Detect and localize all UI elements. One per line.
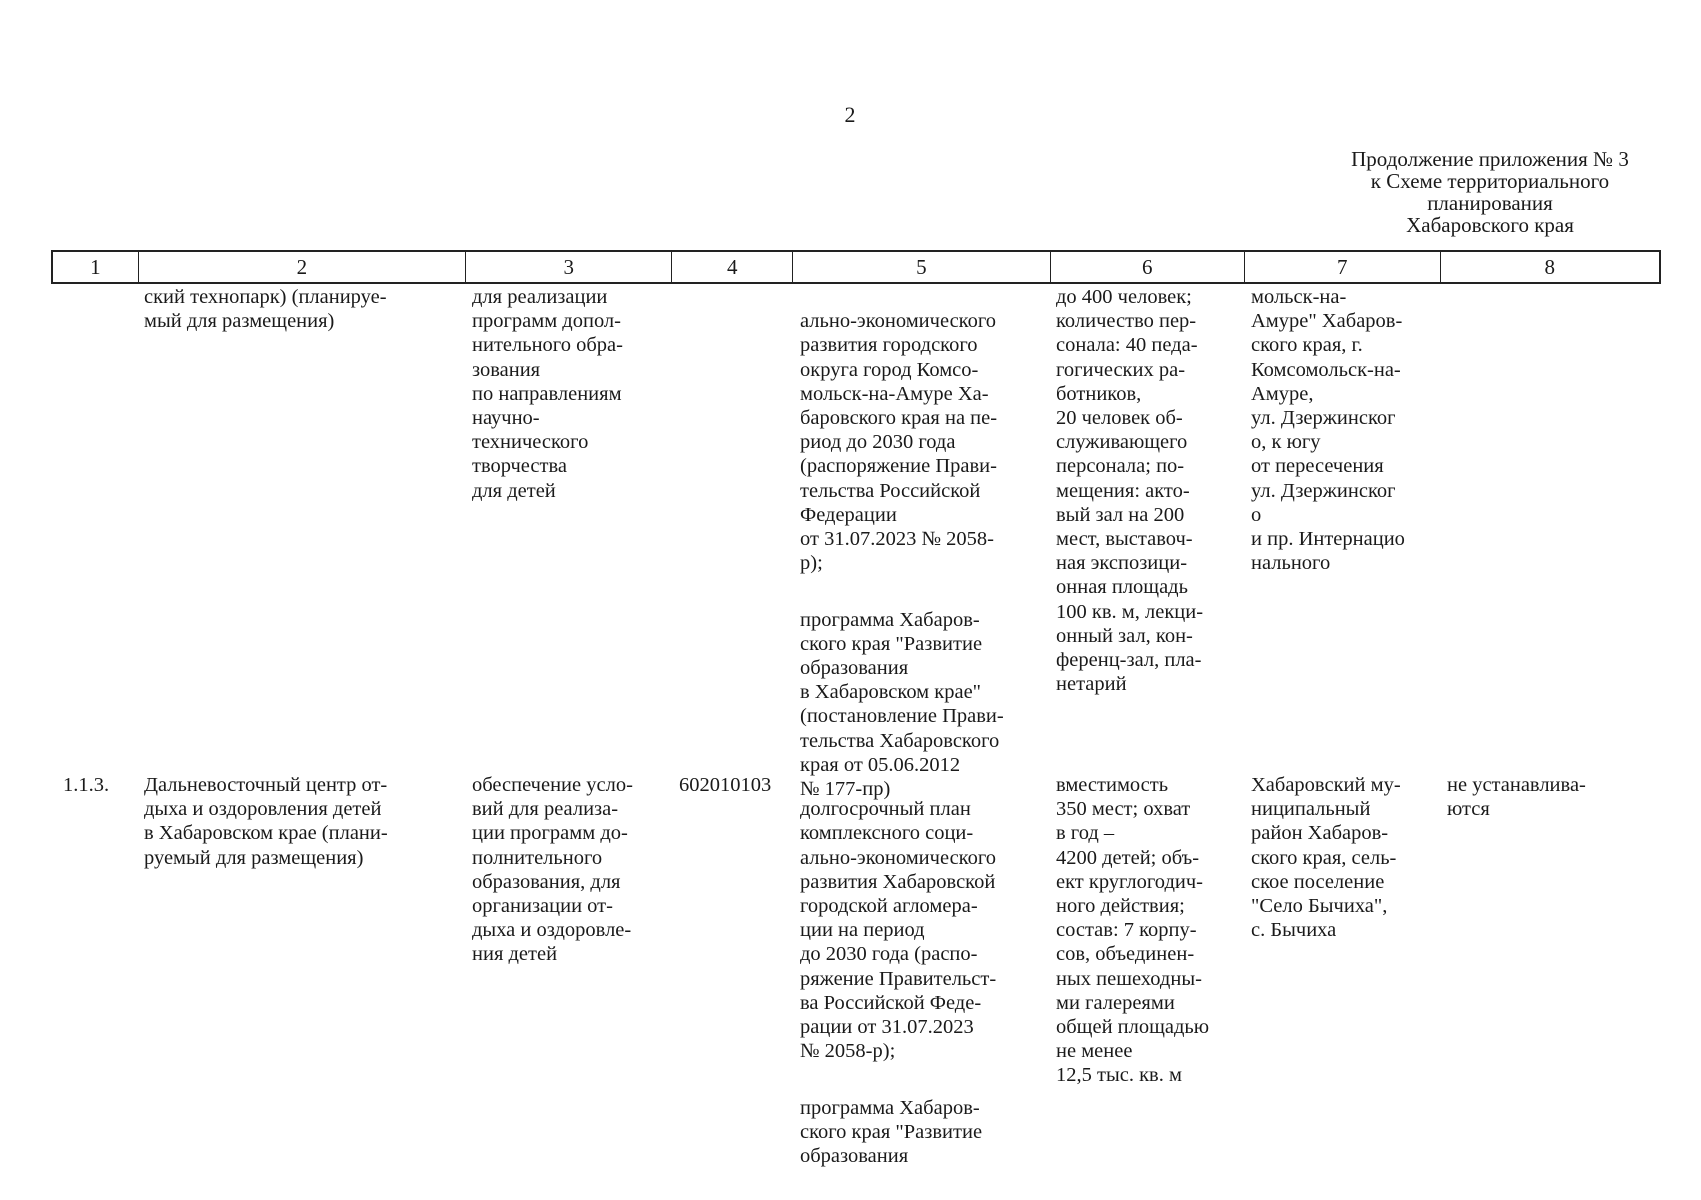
object-purpose: обеспечение усло- вий для реализа- ции программ до- полнительного образования, для организации от- дыха и оздоровле- ния детей [472, 774, 633, 966]
object-characteristics: до 400 человек; количество пер- сонала: 40 педа- гогических ра- ботников, 20 человек об- служивающего персонала; по- мещения: акто- вый зал на 200 мест, выставоч- ная экспозици- онная площадь 100 кв. м, лекци- онный зал, кон- ференц-зал, пла- нетарий [1056, 286, 1204, 696]
basis-documents [800, 285, 1050, 825]
table-row [51, 773, 1661, 1168]
object-purpose: для реализации программ допол- нительного обра- зования по направлениям научно- технического творчества для детей [472, 286, 623, 502]
object-name: ский технопарк) (планируе- мый для размещения) [144, 286, 387, 333]
column-number-3: 3 [466, 252, 672, 282]
appendix-heading-line: Продолжение приложения № 3 [1351, 147, 1629, 171]
object-characteristics: вместимость 350 мест; охват в год – 4200 детей; объ- ект круглогодич- ного действия; состав: 7 корпу- сов, объединен- ных пешеходны- ми галереями общей площадью не менее 12,5 тыс. кв. м [1056, 774, 1210, 1087]
column-number-header [51, 250, 1661, 284]
column-number-4: 4 [672, 252, 793, 282]
basis-paragraph: программа Хабаров- ского края "Развитие образования в Хабаровском крае" (постановление Прави- тельства Хабаровского края от 05.06.2012 № 177-пр) [800, 608, 1004, 801]
object-code: 602010103 [679, 774, 772, 796]
column-number-1: 1 [53, 252, 139, 282]
row-number: 1.1.3. [63, 774, 110, 796]
object-location: Хабаровский му- ниципальный район Хабаров- ского края, сель- ское поселение "Село Бычиха", с. Бычиха [1251, 774, 1401, 942]
restricted-zones: не устанавлива- ются [1447, 774, 1586, 821]
column-number-5: 5 [793, 252, 1050, 282]
basis-documents [800, 773, 1050, 1192]
page-number: 2 [844, 102, 856, 127]
basis-paragraph: ально-экономического развития городского округа город Комсо- мольск-на-Амуре Ха- баровского края на пе- риод до 2030 года (распоряжение Прави- тельства Российской Федерации от 31.07.2023 № 2058- р); [800, 310, 998, 575]
appendix-heading-line: к Схеме территориального [1370, 169, 1610, 193]
column-number-8: 8 [1544, 255, 1556, 279]
object-name: Дальневосточный центр от- дыха и оздоровления детей в Хабаровском крае (плани- руемый для размещения) [144, 774, 388, 869]
column-number-6: 6 [1051, 252, 1246, 282]
appendix-heading-line: Хабаровского края [1406, 213, 1574, 237]
appendix-heading [1300, 148, 1680, 236]
appendix-heading-line: планирования [1427, 191, 1553, 215]
basis-paragraph: программа Хабаров- ского края "Развитие образования [800, 1096, 983, 1168]
basis-paragraph: долгосрочный план комплексного соци- ально-экономического развития Хабаровской городской агломера- ции на период до 2030 года (распо- ряжение Правительст- ва Российской Феде- рации от 31.07.2023 № 2058-р); [800, 798, 997, 1063]
column-number-7: 7 [1245, 252, 1441, 282]
column-number-2: 2 [139, 252, 466, 282]
object-location: мольск-на- Амуре" Хабаров- ского края, г. Комсомольск-на- Амуре, ул. Дзержинског о, к югу от пересечения ул. Дзержинског о и пр. Интернацио нального [1251, 286, 1405, 575]
